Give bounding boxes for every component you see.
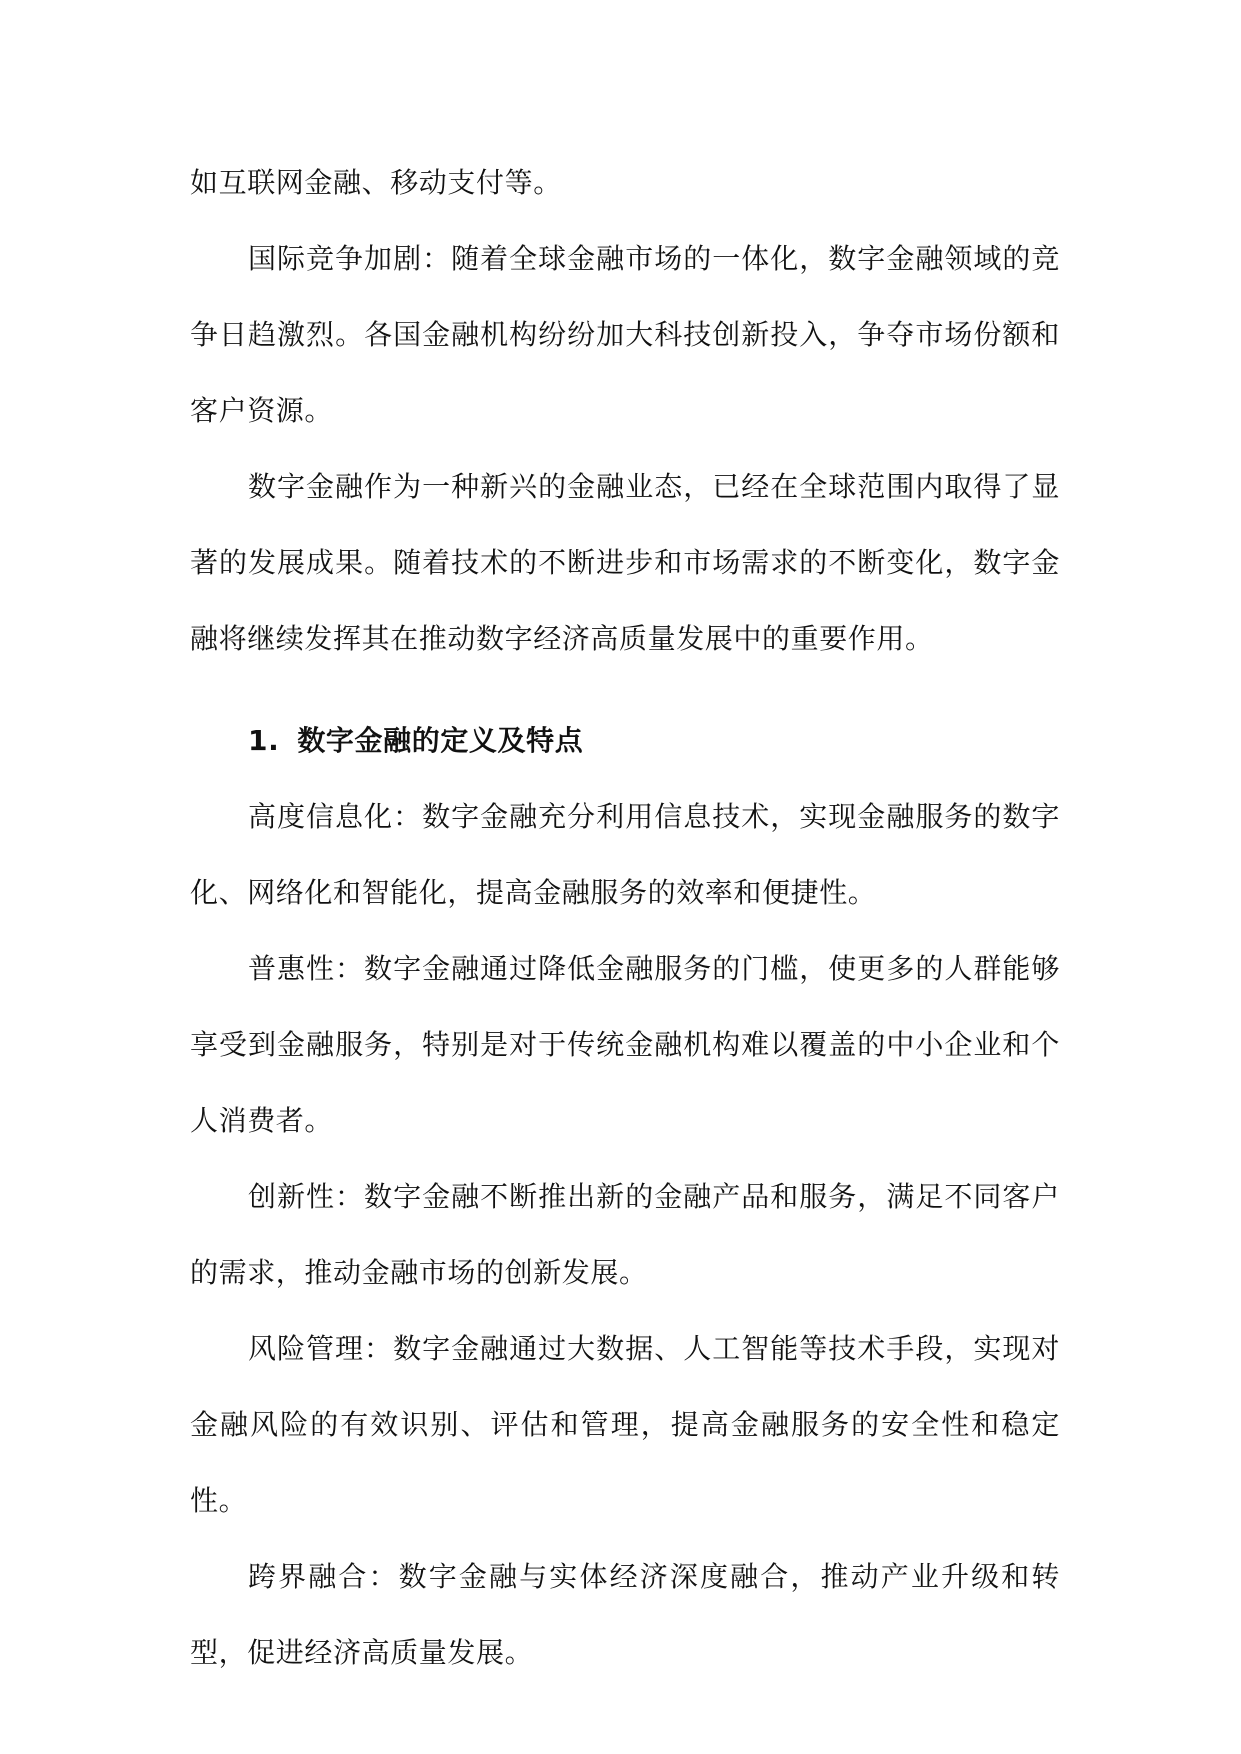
paragraph-cross-sector-integration: 跨界融合：数字金融与实体经济深度融合，推动产业升级和转型，促进经济高质量发展。 <box>190 1560 1060 1669</box>
section-title: 数字金融的定义及特点 <box>297 724 584 757</box>
paragraph-risk-management: 风险管理：数字金融通过大数据、人工智能等技术手段，实现对金融风险的有效识别、评估和管理，提高金融服务的安全性和稳定性。 <box>190 1332 1060 1517</box>
paragraph-continuation: 如互联网金融、移动支付等。 <box>190 166 562 199</box>
section-number: 1. <box>248 724 280 757</box>
paragraph-international-competition: 国际竞争加剧：随着全球金融市场的一体化，数字金融领域的竞争日趋激烈。各国金融机构纷纷加大科技创新投入，争夺市场份额和客户资源。 <box>190 242 1060 427</box>
section-heading <box>190 703 1060 779</box>
paragraph-summary: 数字金融作为一种新兴的金融业态，已经在全球范围内取得了显著的发展成果。随着技术的不断进步和市场需求的不断变化，数字金融将继续发挥其在推动数字经济高质量发展中的重要作用。 <box>190 470 1060 655</box>
paragraph-inclusiveness: 普惠性：数字金融通过降低金融服务的门槛，使更多的人群能够享受到金融服务，特别是对于传统金融机构难以覆盖的中小企业和个人消费者。 <box>190 952 1060 1137</box>
paragraph-innovation: 创新性：数字金融不断推出新的金融产品和服务，满足不同客户的需求，推动金融市场的创新发展。 <box>190 1180 1060 1289</box>
paragraph-informatization: 高度信息化：数字金融充分利用信息技术，实现金融服务的数字化、网络化和智能化，提高金融服务的效率和便捷性。 <box>190 800 1060 909</box>
document-body <box>190 145 1060 1691</box>
